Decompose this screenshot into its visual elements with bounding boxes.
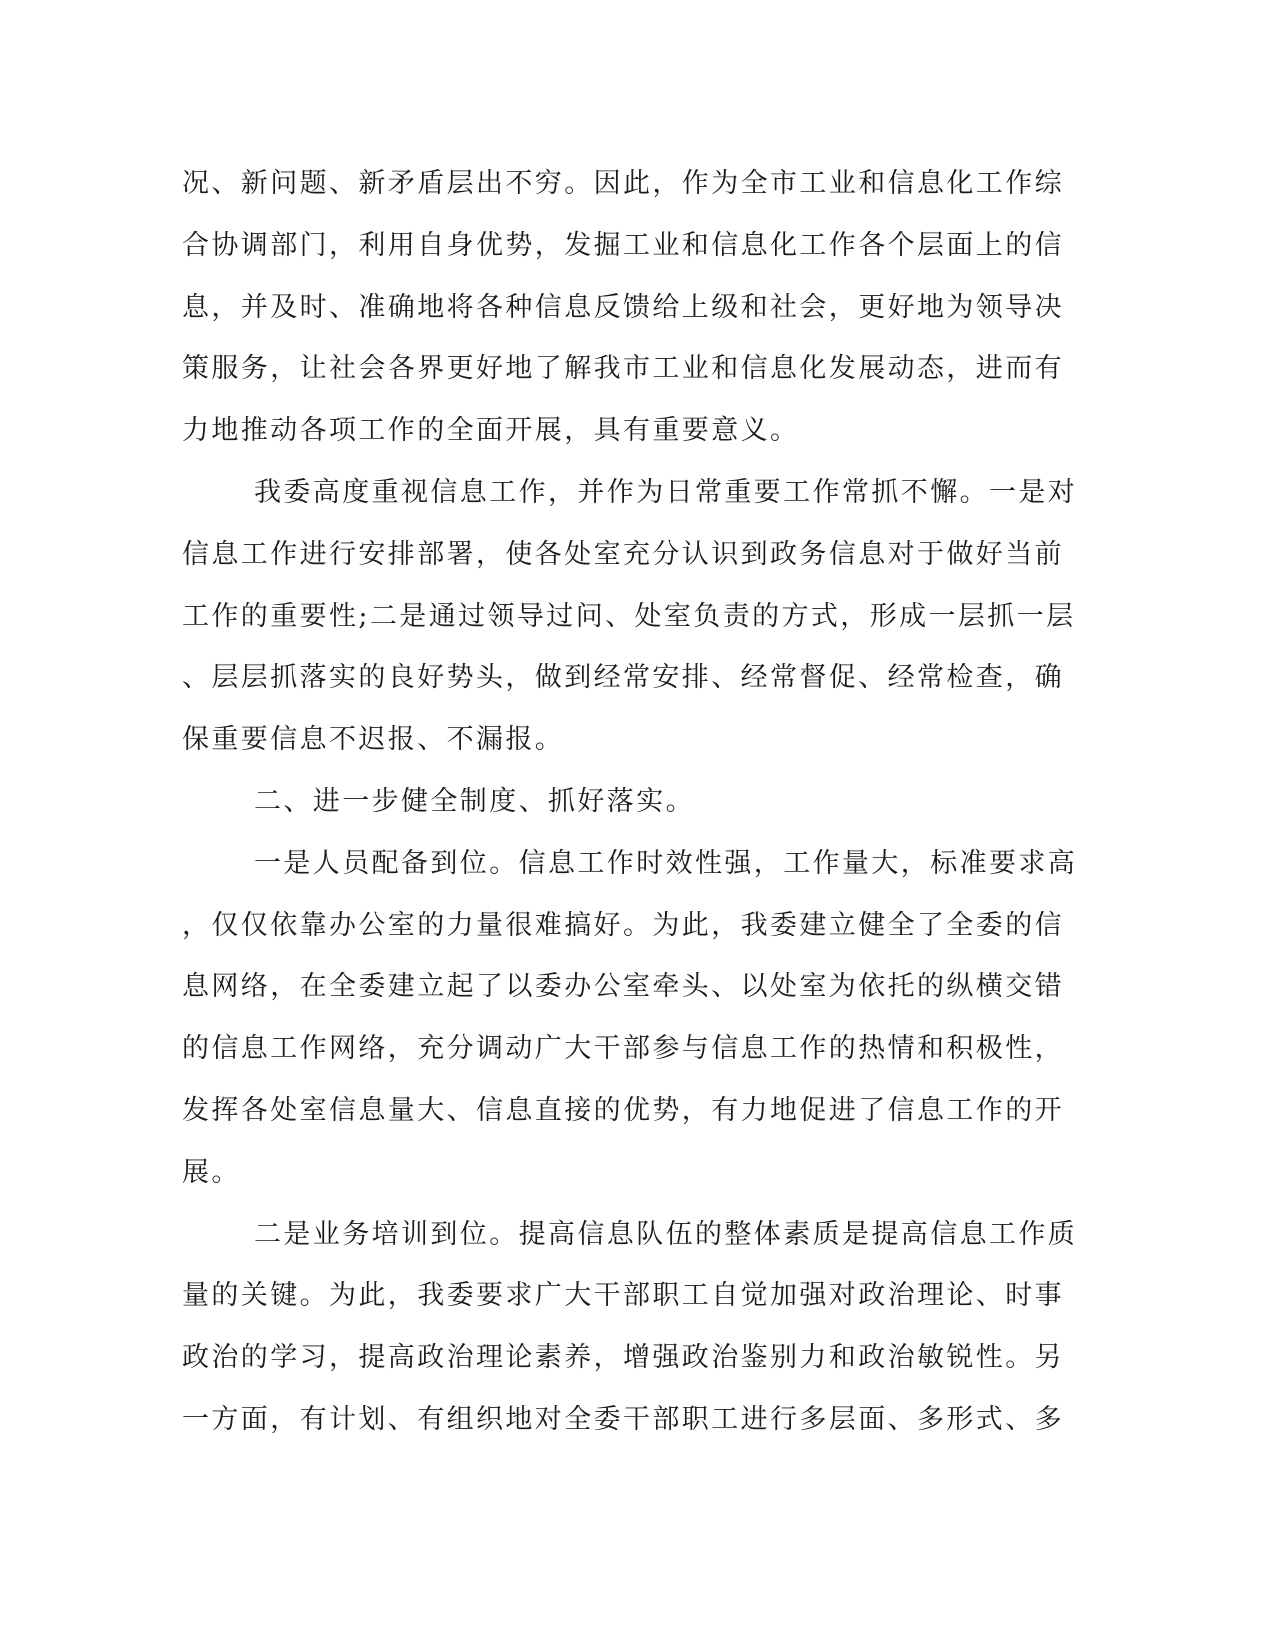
paragraph-2 (182, 468, 1078, 777)
text-line: 二、进一步健全制度、抓好落实。 (254, 785, 695, 817)
text-line: 展。 (182, 1156, 241, 1188)
section-heading (182, 777, 1042, 839)
text-line: 保重要信息不迟报、不漏报。 (182, 724, 565, 756)
document-body (182, 159, 1078, 1457)
text-line: 策服务，让社会各界更好地了解我市工业和信息化发展动态，进而有 (182, 353, 1064, 385)
paragraph-4 (182, 1210, 1078, 1457)
text-line: 工作的重要性;二是通过领导过问、处室负责的方式，形成一层抓一层 (182, 600, 1076, 632)
text-line: ，仅仅依靠办公室的力量很难搞好。为此，我委建立健全了全委的信 (182, 909, 1064, 941)
text-line: 政治的学习，提高政治理论素养，增强政治鉴别力和政治敏锐性。另 (182, 1342, 1064, 1374)
text-line: 况、新问题、新矛盾层出不穷。因此，作为全市工业和信息化工作综 (182, 168, 1064, 199)
text-line: 发挥各处室信息量大、信息直接的优势，有力地促进了信息工作的开 (182, 1094, 1064, 1126)
text-line: 量的关键。为此，我委要求广大干部职工自觉加强对政治理论、时事 (182, 1280, 1064, 1312)
text-line: 我委高度重视信息工作，并作为日常重要工作常抓不懈。一是对 (254, 476, 1078, 508)
text-line: 一是人员配备到位。信息工作时效性强，工作量大，标准要求高 (254, 847, 1078, 879)
text-line: 二是业务培训到位。提高信息队伍的整体素质是提高信息工作质 (254, 1218, 1078, 1250)
text-line: 的信息工作网络，充分调动广大干部参与信息工作的热情和积极性， (182, 1033, 1064, 1065)
paragraph-1 (182, 159, 1064, 468)
text-line: 、层层抓落实的良好势头，做到经常安排、经常督促、经常检查，确 (182, 662, 1064, 694)
text-line: 信息工作进行安排部署，使各处室充分认识到政务信息对于做好当前 (182, 538, 1064, 570)
text-line: 力地推动各项工作的全面开展，具有重要意义。 (182, 415, 800, 447)
text-line: 合协调部门，利用自身优势，发掘工业和信息化工作各个层面上的信 (182, 229, 1064, 261)
text-line: 一方面，有计划、有组织地对全委干部职工进行多层面、多形式、多 (182, 1403, 1064, 1435)
paragraph-3 (182, 839, 1078, 1210)
text-line: 息，并及时、准确地将各种信息反馈给上级和社会，更好地为领导决 (182, 291, 1064, 323)
text-line: 息网络，在全委建立起了以委办公室牵头、以处室为依托的纵横交错 (182, 971, 1064, 1003)
